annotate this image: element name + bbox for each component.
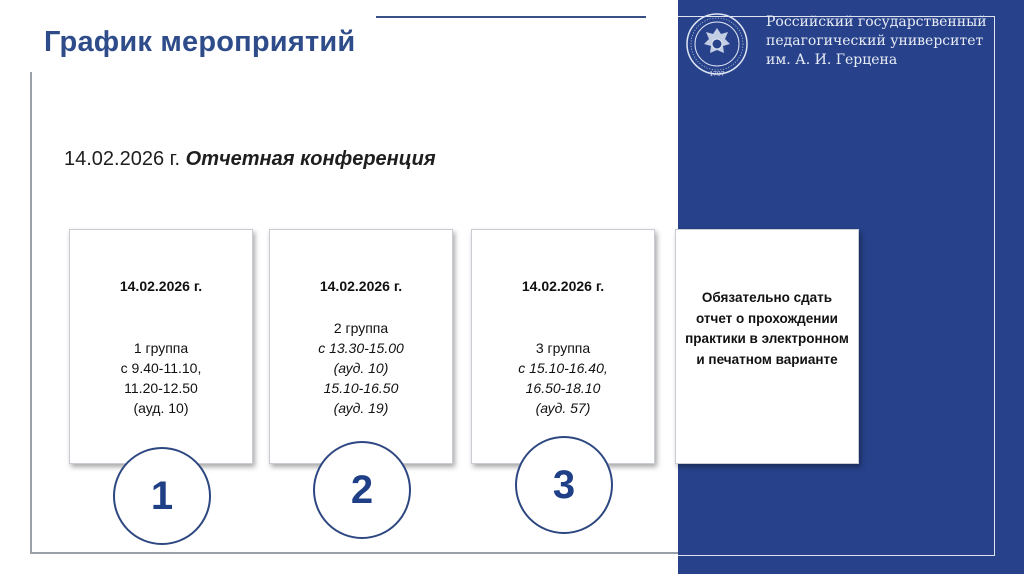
group-card-date: 14.02.2026 г. (119, 278, 203, 294)
top-divider (376, 16, 646, 18)
group-card-date: 14.02.2026 г. (521, 278, 605, 294)
time-slot: с 13.30-15.00 (318, 340, 404, 356)
requirement-note-card (675, 229, 859, 464)
bottom-frame-line (30, 552, 680, 554)
group-label: 2 группа (333, 320, 389, 336)
university-seal-icon (684, 10, 750, 82)
time-slot: с 9.40-11.10, (120, 360, 202, 376)
seal-year: 1797 (709, 71, 725, 78)
room-label: (ауд. 57) (535, 400, 591, 416)
group-card-date: 14.02.2026 г. (319, 278, 403, 294)
time-slot: 11.20-12.50 (124, 380, 198, 396)
group-badge-1: 1 (113, 447, 211, 545)
group-card-schedule (270, 318, 452, 418)
room-label: (ауд. 10) (333, 360, 389, 376)
requirement-note: Обязательно сдать отчет о прохождении практики в электронном и печатном варианте (685, 290, 849, 367)
time-slot: 15.10-16.50 (323, 380, 399, 396)
page-title: График мероприятий (44, 26, 356, 58)
left-frame-line (30, 72, 32, 554)
university-name (766, 13, 987, 70)
group-label: 1 группа (133, 340, 189, 356)
university-name-line3: им. А. И. Герцена (766, 52, 898, 68)
group-card-schedule (472, 338, 654, 418)
group-card-schedule (70, 338, 252, 418)
group-badge-3: 3 (515, 436, 613, 534)
event-date: 14.02.2026 г. (64, 148, 181, 170)
group-card-2 (269, 229, 453, 464)
room-label: (ауд. 10) (133, 400, 189, 416)
time-slot: с 15.10-16.40, (518, 360, 608, 376)
group-badge-2: 2 (313, 441, 411, 539)
university-name-line2: педагогический университет (766, 33, 984, 49)
time-slot: 16.50-18.10 (525, 380, 601, 396)
event-name: Отчетная конференция (185, 148, 436, 170)
event-headline (64, 148, 436, 171)
room-label: (ауд. 19) (333, 400, 389, 416)
group-card-3 (471, 229, 655, 464)
university-name-line1: Российский государственный (766, 14, 987, 30)
group-label: 3 группа (535, 340, 591, 356)
group-card-1 (69, 229, 253, 464)
